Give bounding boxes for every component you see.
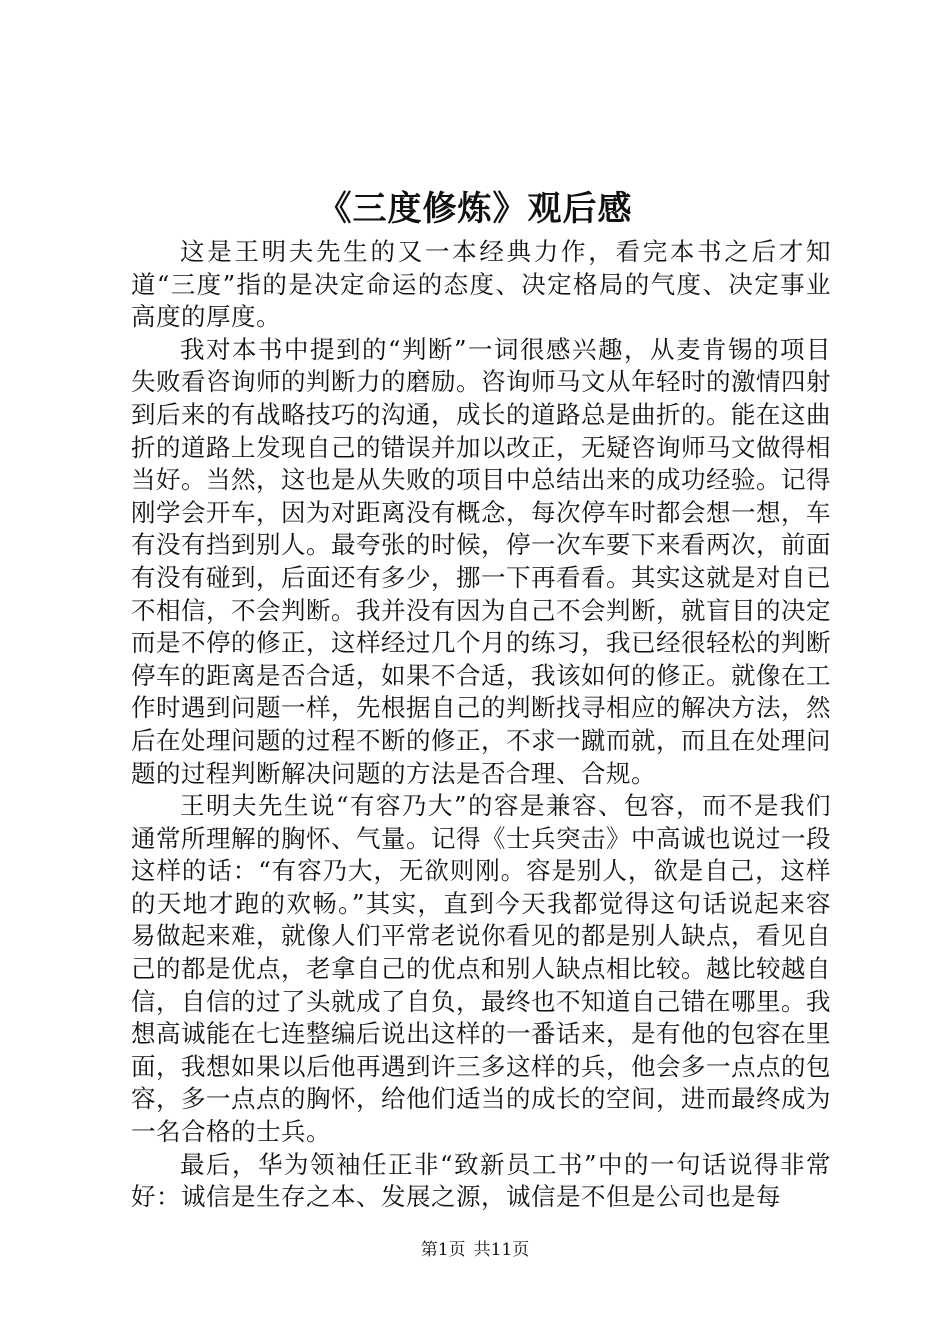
paragraph-3: 王明夫先生说“有容乃大”的容是兼容、包容，而不是我们通常所理解的胸怀、气量。记得《士兵突击》中高诚也说过一段这样的话：“有容乃大，无欲则刚。容是别人，欲是自己，这样的天地才跑的欢畅。”其实，直到今天我都觉得这句话说起来容易做起来难，就像人们平常老说你看见的都是别人缺点，看见自己的都是优点，老拿自己的优点和别人缺点相比较。越比较越自信，自信的过了头就成了自负，最终也不知道自己错在哪里。我想高诚能在七连整编后说出这样的一番话来，是有他的包容在里面，我想如果以后他再遇到许三多这样的兵，他会多一点点的包容，多一点点的胸怀，给他们适当的成长的空间，进而最终成为一名合格的士兵。 (131, 791, 831, 1147)
page-number: 第1页 (420, 1240, 466, 1260)
document-title: 《三度修炼》观后感 (317, 189, 633, 229)
paragraph-1: 这是王明夫先生的又一本经典力作，看完本书之后才知道“三度”指的是决定命运的态度、决定格局的气度、决定事业高度的厚度。 (131, 237, 831, 332)
paragraph-4: 最后，华为领袖任正非“致新员工书”中的一句话说得非常好：诚信是生存之本、发展之源，诚信是不但是公司也是每 (131, 1149, 831, 1212)
document-body (131, 236, 831, 1212)
page-footer (0, 1239, 950, 1261)
paragraph-2: 我对本书中提到的“判断”一词很感兴趣，从麦肯锡的项目失败看咨询师的判断力的磨励。咨询师马文从年轻时的激情四射到后来的有战略技巧的沟通，成长的道路总是曲折的。能在这曲折的道路上发现自己的错误并加以改正，无疑咨询师马文做得相当好。当然，这也是从失败的项目中总结出来的成功经验。记得刚学会开车，因为对距离没有概念，每次停车时都会想一想，车有没有挡到别人。最夸张的时候，停一次车要下来看两次，前面有没有碰到，后面还有多少，挪一下再看看。其实这就是对自已不相信，不会判断。我并没有因为自己不会判断，就盲目的决定而是不停的修正，这样经过几个月的练习，我已经很轻松的判断停车的距离是否合适，如果不合适，我该如何的修正。就像在工作时遇到问题一样，先根据自己的判断找寻相应的解决方法，然后在处理问题的过程不断的修正，不求一蹴而就，而且在处理问题的过程判断解决问题的方法是否合理、合规。 (131, 334, 831, 788)
page-total: 共11页 (473, 1240, 530, 1260)
